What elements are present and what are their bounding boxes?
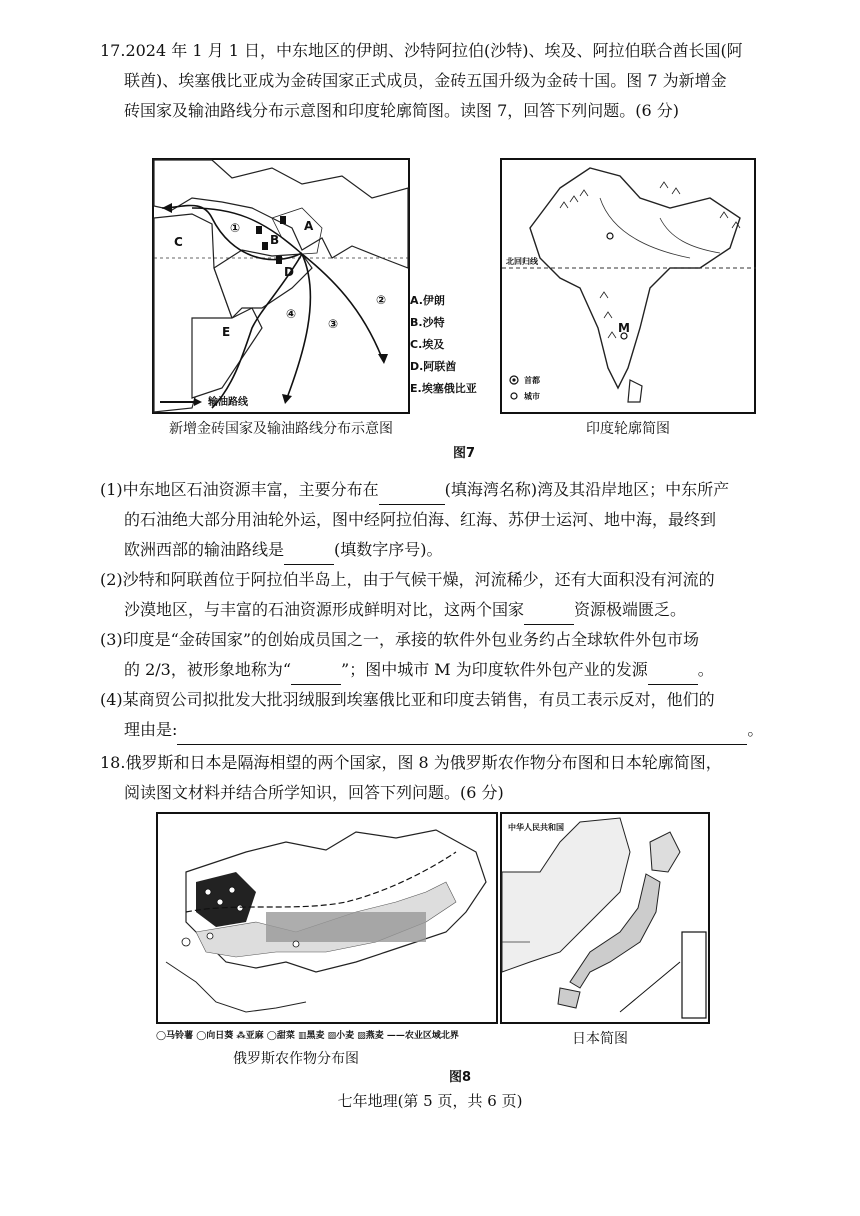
figure7-label: 图7	[452, 446, 476, 461]
russia-crop-map	[156, 812, 498, 1024]
route-1: ①	[230, 221, 241, 235]
q17-sub4-line2: 理由是: 。	[124, 715, 814, 745]
answer-blank-reason[interactable]	[177, 724, 747, 745]
legend-uae: D.阿联酋	[410, 360, 457, 373]
q17-sub3-line1: (3)印度是“金砖国家”的创始成员国之一，承接的软件外包业务约占全球软件外包市场	[100, 630, 700, 649]
label-e: E	[222, 325, 231, 339]
answer-blank-route[interactable]	[284, 544, 334, 565]
route-4: ④	[286, 307, 297, 321]
india-map	[500, 158, 756, 414]
answer-blank-gulf[interactable]	[379, 484, 445, 505]
label-d: D	[284, 265, 294, 279]
answer-blank-resource[interactable]	[524, 604, 574, 625]
figure8-label: 图8	[448, 1070, 472, 1085]
india-map-svg	[500, 158, 756, 414]
page-footer: 七年地理(第 5 页，共 6 页)	[337, 1092, 523, 1110]
russia-crop-legend: ◯马铃薯 ◯向日葵 ⁂亚麻 ◯甜菜 ▥黑麦 ▨小麦 ▨燕麦 ——农业区域北界	[156, 1031, 459, 1041]
japan-map	[500, 812, 710, 1024]
q17-line1: 17.2024 年 1 月 1 日，中东地区的伊朗、沙特阿拉伯(沙特)、埃及、阿拉伯联合酋长国(阿	[100, 41, 743, 60]
q17-sub2-line1: (2)沙特和阿联酋位于阿拉伯半岛上，由于气候干燥，河流稀少，还有大面积没有河流的	[100, 570, 715, 589]
tropic-label: 北回归线	[506, 257, 538, 266]
label-a: A	[304, 219, 314, 233]
india-map-caption: 印度轮廓简图	[586, 421, 670, 437]
country-legend	[410, 290, 496, 400]
q17-sub1-line1: (1)中东地区石油资源丰富，主要分布在 (填海湾名称)湾及其沿岸地区；中东所产	[100, 475, 814, 505]
middle-east-map-svg	[152, 158, 410, 414]
japan-map-svg	[500, 812, 710, 1024]
q17-sub4-line1: (4)某商贸公司拟批发大批羽绒服到埃塞俄比亚和印度去销售，有员工表示反对，他们的	[100, 690, 715, 709]
legend-capital: 首都	[524, 376, 540, 385]
legend-ethiopia: E.埃塞俄比亚	[410, 382, 477, 395]
legend-iran: A.伊朗	[410, 294, 445, 307]
q17-line3: 砖国家及输油路线分布示意图和印度轮廓简图。读图 7，回答下列问题。(6 分)	[124, 101, 680, 120]
legend-city: 城市	[524, 392, 540, 401]
legend-egypt: C.埃及	[410, 338, 445, 351]
japan-neighbor-label: 中华人民共和国	[508, 823, 564, 832]
russia-crop-map-svg	[156, 812, 498, 1024]
legend-saudi: B.沙特	[410, 316, 445, 329]
q17-sub1-line3: 欧洲西部的输油路线是 (填数字序号)。	[124, 535, 814, 565]
japan-map-caption: 日本简图	[572, 1031, 628, 1047]
russia-crop-map-caption: 俄罗斯农作物分布图	[233, 1051, 359, 1067]
answer-blank-origin[interactable]	[648, 664, 698, 685]
answer-blank-nickname[interactable]	[291, 664, 341, 685]
label-b: B	[270, 233, 280, 247]
route-legend: 输油路线	[208, 397, 248, 408]
route-2: ②	[376, 293, 387, 307]
q17-sub1-line2: 的石油绝大部分用油轮外运，图中经阿拉伯海、红海、苏伊士运河、地中海，最终到	[124, 510, 717, 529]
q18-line1: 18.俄罗斯和日本是隔海相望的两个国家，图 8 为俄罗斯农作物分布图和日本轮廓简图，	[100, 753, 722, 772]
label-c: C	[174, 235, 183, 249]
q17-line2: 联酋)、埃塞俄比亚成为金砖国家正式成员，金砖五国升级为金砖十国。图 7 为新增金	[124, 71, 727, 90]
city-m-label: M	[618, 321, 630, 335]
middle-east-map-caption: 新增金砖国家及输油路线分布示意图	[169, 421, 393, 437]
q17-sub2-line2: 沙漠地区，与丰富的石油资源形成鲜明对比，这两个国家 资源极端匮乏。	[124, 595, 814, 625]
q17-sub3-line2: 的 2/3，被形象地称为“ ”；图中城市 M 为印度软件外包产业的发源 。	[124, 655, 814, 685]
q18-line2: 阅读图文材料并结合所学知识，回答下列问题。(6 分)	[124, 783, 504, 802]
middle-east-map	[152, 158, 410, 414]
route-3: ③	[328, 317, 339, 331]
